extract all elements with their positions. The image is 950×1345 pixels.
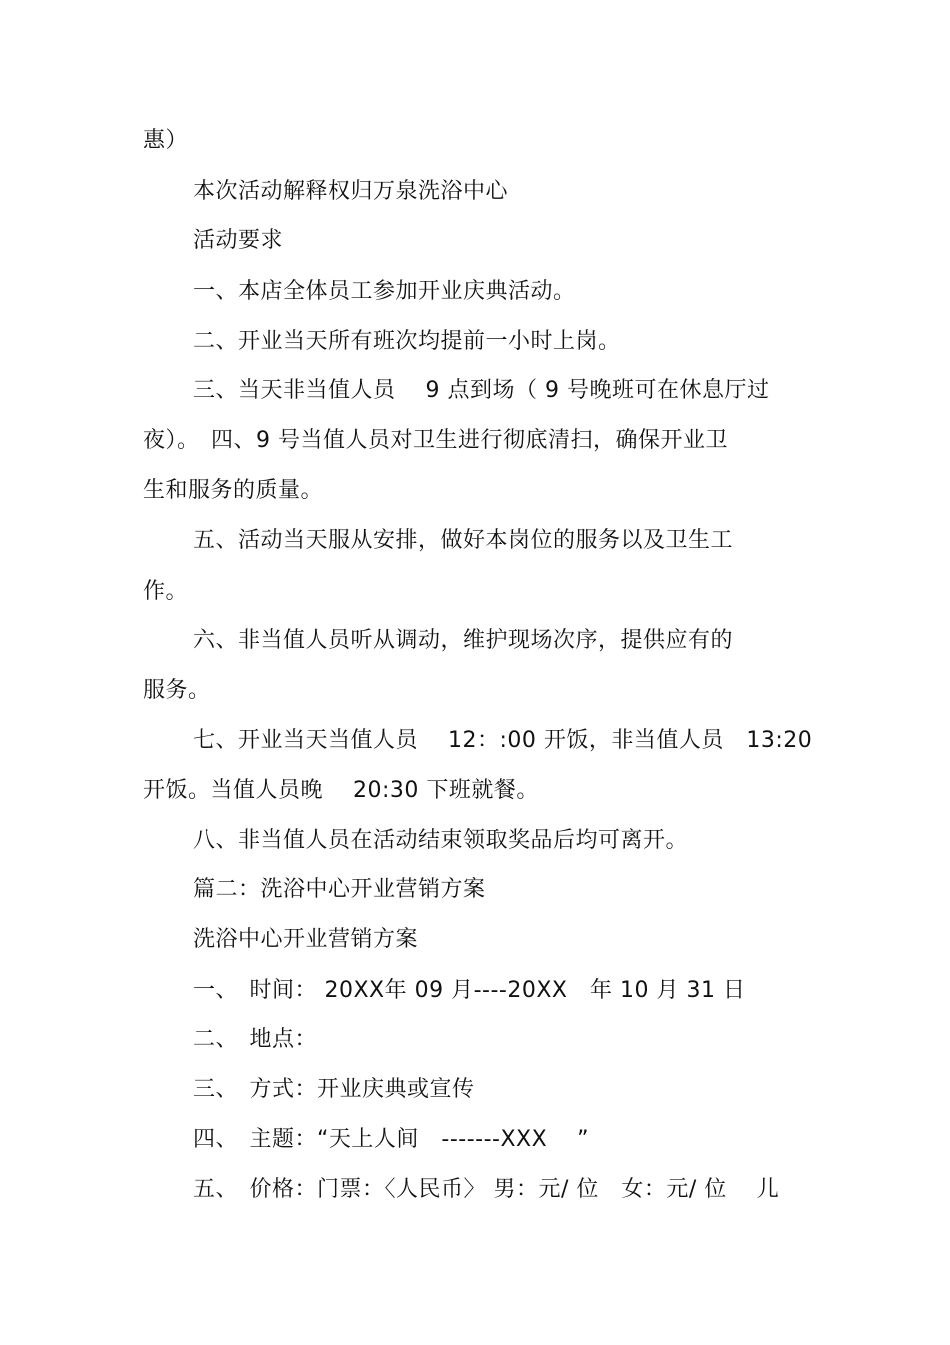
text-line-15: 八、非当值人员在活动结束领取奖品后均可离开。	[193, 828, 689, 853]
text-line-13: 七、开业当天当值人员 12：:00 开饭，非当值人员 13:20	[193, 728, 813, 753]
text-line-11: 六、非当值人员听从调动，维护现场次序，提供应有的	[193, 628, 734, 653]
document-title: 洗浴中心开业营销方案	[193, 927, 419, 952]
text-line-1: 惠）	[143, 128, 189, 153]
text-line-6: 三、当天非当值人员 9 点到场（ 9 号晚班可在休息厅过	[193, 378, 770, 403]
text-line-9: 五、活动当天服从安排，做好本岗位的服务以及卫生工	[193, 528, 734, 553]
section-heading-part-two: 篇二：洗浴中心开业营销方案	[193, 877, 486, 902]
text-line-14: 开饭。当值人员晚 20:30 下班就餐。	[143, 778, 539, 803]
text-line-22: 五、 价格：门票：〈人民币〉 男：元/ 位 女：元/ 位 儿	[193, 1177, 780, 1202]
text-line-2: 本次活动解释权归万泉洗浴中心	[193, 179, 509, 204]
text-line-4: 一、本店全体员工参加开业庆典活动。	[193, 279, 576, 304]
text-line-21: 四、 主题：“天上人间 -------XXX ”	[193, 1127, 590, 1152]
text-line-5: 二、开业当天所有班次均提前一小时上岗。	[193, 329, 621, 354]
text-line-12: 服务。	[143, 678, 211, 703]
text-line-18: 一、 时间： 20XX年 09 月----20XX 年 10 月 31 日	[193, 978, 746, 1003]
section-heading-requirements: 活动要求	[193, 228, 284, 253]
text-line-19: 二、 地点：	[193, 1027, 318, 1052]
text-line-8: 生和服务的质量。	[143, 478, 324, 503]
text-line-20: 三、 方式：开业庆典或宣传	[193, 1077, 475, 1102]
text-line-7: 夜）。 四、9 号当值人员对卫生进行彻底清扫，确保开业卫	[143, 428, 728, 453]
text-line-10: 作。	[143, 579, 189, 604]
